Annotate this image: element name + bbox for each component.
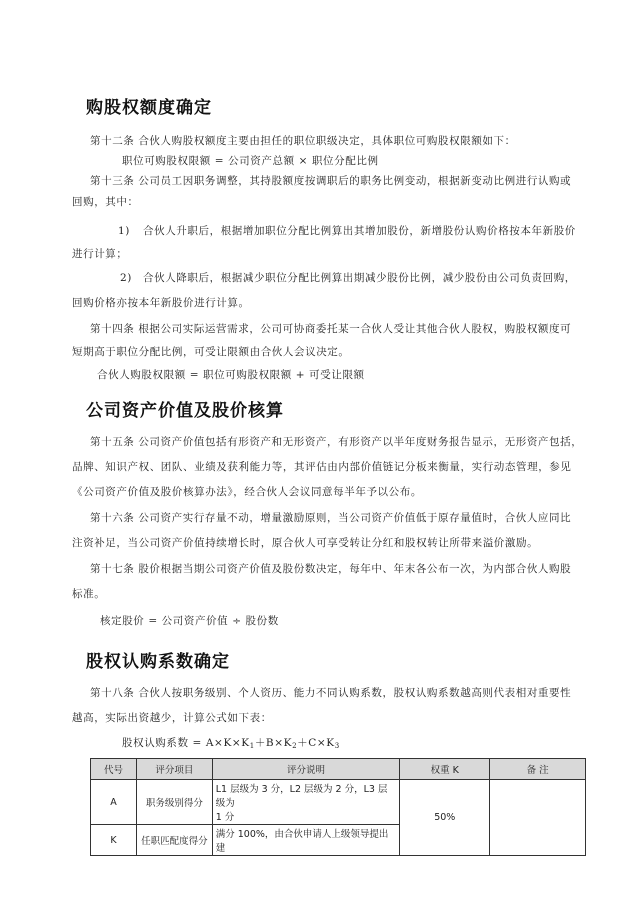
list-item-number-1: 1) [118, 225, 130, 237]
formula-partner-quota: 合伙人购股权限额 = 职位可购股权限额 + 可受让限额 [97, 369, 365, 381]
paragraph-article-14-line2: 短期高于职位分配比例，可受让限额由合伙人会议决定。 [72, 346, 350, 358]
header-weight: 权重 K [400, 759, 490, 780]
cell-code: A [91, 780, 137, 825]
section-title-share-quota: 购股权额度确定 [86, 98, 212, 118]
table-row [91, 780, 586, 825]
cell-description-line2: 1 分 [215, 812, 235, 823]
cell-item: 任职匹配度得分 [136, 825, 212, 856]
cell-description: 满分 100%，由合伙申请人上级领导提出建 [212, 825, 400, 856]
section-title-asset-value: 公司资产价值及股价核算 [86, 401, 284, 421]
list-item-number-2: 2) [120, 272, 132, 284]
paragraph-article-13-line2: 回购，其中： [72, 196, 139, 208]
cell-code: K [91, 825, 137, 856]
paragraph-article-13-line1: 第十三条 公司员工因职务调整，其持股额度按调职后的职务比例变动，根据新变动比例进行认购或 [90, 175, 572, 187]
paragraph-article-18-line2: 越高，实际出资越少，计算公式如下表： [72, 712, 272, 724]
formula-subscription-coefficient [122, 736, 340, 753]
formula-part-b: ＋B×K [254, 737, 293, 749]
formula-sub-3: 3 [334, 742, 340, 750]
paragraph-article-15-line3: 《公司资产价值及股价核算办法》，经合伙人会议同意每半年予以公布。 [72, 486, 422, 498]
paragraph-article-16-line2: 注资补足，当公司资产价值持续增长时，原合伙人可享受转让分红和股权转让所带来溢价激励。 [72, 537, 539, 549]
list-item-promotion-line2: 进行计算； [72, 248, 128, 260]
cell-item: 职务级别得分 [136, 780, 212, 825]
list-item-demotion-line1: 合伙人降职后，根据减少职位分配比例算出期减少股份比例，减少股份由公司负责回购， [143, 272, 576, 284]
list-item-promotion-line1: 合伙人升职后，根据增加职位分配比例算出其增加股份，新增股份认购价格按本年新股价 [143, 225, 576, 237]
header-note: 备 注 [490, 759, 586, 780]
cell-note [490, 780, 586, 856]
formula-part-c: ＋C×K [297, 737, 335, 749]
paragraph-article-18-line1: 第十八条 合伙人按职务级别、个人资历、能力不同认购系数，股权认购系数越高则代表相对重要性 [90, 687, 572, 699]
paragraph-article-15-line1: 第十五条 公司资产价值包括有形资产和无形资产，有形资产以半年度财务报告显示，无形资产包括， [90, 436, 583, 448]
formula-part-prefix: 股权认购系数 = A×K×K [122, 737, 250, 749]
paragraph-article-14-line1: 第十四条 根据公司实际运营需求，公司可协商委托某一合伙人受让其他合伙人股权，购股权额度可 [90, 323, 572, 335]
cell-description [212, 780, 400, 825]
paragraph-article-17-line1: 第十七条 股价根据当期公司资产价值及股份数决定，每年中、年末各公布一次，为内部合伙人购股 [90, 563, 572, 575]
cell-weight: 50% [400, 780, 490, 856]
scoring-table [90, 758, 586, 856]
header-item: 评分项目 [136, 759, 212, 780]
paragraph-article-17-line2: 标准。 [72, 588, 106, 600]
formula-share-price: 核定股价 = 公司资产价值 ÷ 股份数 [100, 615, 279, 627]
formula-position-quota: 职位可购股权限额 = 公司资产总额 × 职位分配比例 [122, 155, 379, 167]
cell-description-line1: L1 层级为 3 分，L2 层级为 2 分，L3 层级为 [215, 784, 388, 809]
paragraph-article-15-line2: 品牌、知识产权、团队、业绩及获利能力等，其评估由内部价值链记分板来衡量，实行动态管理，参见 [72, 461, 572, 473]
paragraph-article-16-line1: 第十六条 公司资产实行存量不动，增量激励原则，当公司资产价值低于原存量值时，合伙人应同比 [90, 512, 572, 524]
table-header-row [91, 759, 586, 780]
formula-sub-2: 2 [292, 742, 298, 750]
header-code: 代号 [91, 759, 137, 780]
section-title-subscription-coefficient: 股权认购系数确定 [86, 652, 230, 672]
formula-sub-1: 1 [249, 742, 255, 750]
paragraph-article-12: 第十二条 合伙人购股权额度主要由担任的职位职级决定，具体职位可购股权限额如下： [90, 135, 516, 147]
list-item-demotion-line2: 回购价格亦按本年新股价进行计算。 [72, 297, 250, 309]
header-description: 评分说明 [212, 759, 400, 780]
